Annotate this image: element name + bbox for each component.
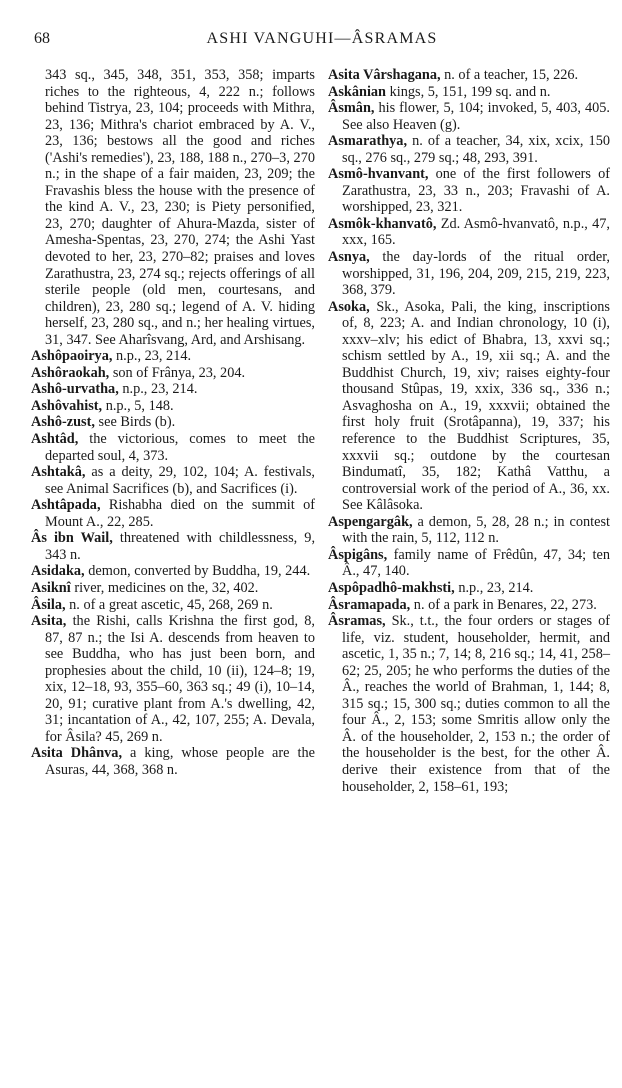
- entry-text: one of the first followers of Zarathustra, 23, 33 n., 203; Fravashi of A. worshipped, 23, 321.: [342, 166, 610, 216]
- index-entry: [31, 398, 315, 415]
- entry-text: threatened with childlessness, 9, 343 n.: [45, 530, 316, 563]
- entry-headword: Asmôk-khanvatô,: [328, 215, 437, 232]
- entry-text: Rishabha died on the summit of Mount A., 22, 285.: [45, 497, 316, 530]
- entry-text: n.p., 23, 214.: [122, 381, 198, 398]
- entry-text: the victorious, comes to meet the departed soul, 4, 373.: [45, 431, 315, 464]
- entry-text: n. of a park in Benares, 22, 273.: [413, 596, 597, 613]
- entry-headword: Ashô-urvatha,: [31, 381, 119, 398]
- index-entry: [328, 613, 610, 795]
- entry-headword: Âsmân,: [328, 100, 375, 117]
- index-entry: [31, 365, 315, 382]
- entry-headword: Ashtakâ,: [31, 464, 86, 481]
- index-entry: [328, 547, 610, 580]
- entry-headword: Askânian: [328, 83, 387, 100]
- index-entry: [328, 166, 610, 216]
- entry-headword: Ashtâd,: [31, 431, 79, 448]
- index-entry: [31, 67, 315, 348]
- entry-text: 343 sq., 345, 348, 351, 353, 358; imparts riches to the righteous, 4, 222 n.; follows behind Tistrya, 23, 104; proceeds with Mithra, 23, 136; Mithra's chariot embraced by A. V., 23, 136; bestows all the good and riches ('Ashi's remedies'), 23, 188, 188 n., 270–3, 270 n.; in the shape of a fair maiden, 23, 209; the Fravashis bless the house with the presence of the kind A. V., 23, 230; is Piety personified, 23, 270; daughter of Ahura-Mazda, sister of Amesha-Spentas, 23, 270, 274; the Ashi Yast devoted to her, 23, 270–82; praises and loves Zarathustra, 23, 274 sq.; rejects offerings of all sterile people (old men, courtesans, and children), 23, 280 sq.; legend of A. V. hiding herself, 23, 280 sq., and n.; her healing virtues, 31, 347. See Aharîsvang, Ard, and Arshisang.: [45, 67, 315, 348]
- entry-headword: Asnya,: [328, 249, 370, 266]
- entry-headword: Aspengargâk,: [328, 513, 413, 530]
- entry-headword: Asiknî: [31, 579, 71, 596]
- entry-text: n.p., 5, 148.: [105, 397, 174, 414]
- entry-text: river, medicines on the, 32, 402.: [74, 579, 259, 596]
- index-entry: [31, 563, 315, 580]
- index-entry: [31, 348, 315, 365]
- entry-headword: Âspigâns,: [328, 546, 388, 563]
- left-column: [31, 67, 315, 779]
- index-entry: [31, 613, 315, 745]
- index-entry: [328, 100, 610, 133]
- index-entry: [31, 431, 315, 464]
- entry-text: a demon, 5, 28, 28 n.; in contest with the rain, 5, 112, 112 n.: [342, 513, 610, 547]
- entry-text: n. of a great ascetic, 45, 268, 269 n.: [69, 596, 273, 613]
- entry-headword: Ashôraokah,: [31, 364, 110, 381]
- entry-headword: Ashôpaoirya,: [31, 348, 113, 365]
- entry-text: n. of a teacher, 15, 226.: [444, 67, 579, 83]
- index-entry: [31, 580, 315, 597]
- entry-headword: Ashô-zust,: [31, 414, 95, 431]
- index-entry: [31, 381, 315, 398]
- entry-headword: Aspôpadhô-makhsti,: [328, 579, 455, 596]
- index-entry: [31, 745, 315, 778]
- index-entry: [328, 84, 610, 101]
- index-entry: [328, 67, 610, 84]
- entry-headword: Ashôvahist,: [31, 397, 103, 414]
- entry-headword: Âsila,: [31, 596, 66, 613]
- entry-text: Zd. Asmô-hvanvatô, n.p., 47, xxx, 165.: [342, 215, 610, 249]
- entry-headword: Asmô-hvanvant,: [328, 166, 429, 183]
- right-column: [328, 67, 610, 795]
- entry-text: son of Frânya, 23, 204.: [112, 364, 246, 381]
- entry-text: n.p., 23, 214.: [116, 348, 192, 365]
- index-entry: [328, 249, 610, 299]
- entry-text: Sk., t.t., the four orders or stages of life, viz. student, householder, hermit, and ascetic, 1, 35 n.; 7, 14; 8, 216 sq.; 14, 41, 258–62; 25, 205; he who performs the duties of the Â., reaches the world of Brahman, 1, 144; 8, 315 sq.; 15, 300 sq.; duties common to all the four Â., 2, 153; some Smritis allow only the Â. of the householder, 2, 153 n.; the order of the householder is the best, for the other Â. derive their existence from that of the householder, 2, 158–61, 193;: [342, 613, 610, 795]
- entry-text: the Rishi, calls Krishna the first god, 8, 87, 87 n.; the Isi A. descends from heaven to see Buddha, who has just been born, and prophesies about the child, 10 (ii), 124–8; 19, xix, 12–18, 93, 355–60, 363 sq.; 49 (i), 10–14, 20, 91; curative plant from A.'s dwelling, 42, 31; incantation of A., 42, 107, 255; A. Devala, for Âsila? 45, 269 n.: [45, 613, 315, 745]
- entry-headword: Ashtâpada,: [31, 497, 101, 514]
- entry-headword: Asmarathya,: [328, 133, 408, 150]
- entry-text: see Birds (b).: [98, 414, 176, 431]
- entry-headword: Âsramapada,: [328, 596, 411, 613]
- index-entry: [328, 133, 610, 166]
- index-entry: [31, 497, 315, 530]
- running-title: ASHI VANGUHI—ÂSRAMAS: [206, 30, 438, 47]
- entry-text: demon, converted by Buddha, 19, 244.: [88, 563, 311, 580]
- index-entry: [31, 597, 315, 614]
- entry-headword: Âsramas,: [328, 613, 386, 630]
- entry-text: as a deity, 29, 102, 104; A. festivals, see Animal Sacrifices (b), and Sacrifices (i).: [45, 464, 315, 497]
- page-header: [34, 30, 610, 52]
- index-entry: [328, 514, 610, 547]
- entry-headword: Âs ibn Wail,: [31, 530, 113, 547]
- index-entry: [31, 530, 315, 563]
- entry-text: Sk., Asoka, Pali, the king, inscriptions of, 8, 223; A. and Indian chronology, 10 (i), xxxv–xlv; his edict of Bhabra, 13, xxvi sq.; schism settled by A., 19, xii sq.; A. and the Buddhist Church, 19, xiv; raises eighty-four thousand Stûpas, 19, xxix, 336 sq., 336 n.; Asvaghosha on A., 19, xxxvii; obtained the first holy fruit (Srotâpanna), 19, 337; his reference to the Buddhist Scriptures, 35, xxxvii sq.; outdone by the courtesan Bindumatî, 35, 182; Kathâ Vatthu, a controversial work of the period of A., 36, xx. See Kâlâsoka.: [342, 298, 610, 514]
- entry-text: the day-lords of the ritual order, worshipped, 31, 196, 204, 209, 215, 219, 223, 368, 379.: [342, 249, 610, 299]
- page-number: 68: [34, 30, 50, 47]
- entry-text: n.p., 23, 214.: [458, 579, 534, 596]
- index-entry: [328, 216, 610, 249]
- entry-text: a king, whose people are the Asuras, 44, 368, 368 n.: [45, 745, 315, 778]
- entry-text: kings, 5, 151, 199 sq. and n.: [389, 83, 551, 100]
- index-entry: [328, 580, 610, 597]
- entry-headword: Asita Dhânva,: [31, 745, 123, 762]
- index-entry: [31, 464, 315, 497]
- entry-headword: Asita,: [31, 613, 67, 630]
- entry-text: family name of Frêdûn, 47, 34; ten Â., 47, 140.: [342, 546, 610, 580]
- index-entry: [328, 299, 610, 514]
- index-entry: [31, 414, 315, 431]
- entry-headword: Asidaka,: [31, 563, 85, 580]
- entry-text: his flower, 5, 104; invoked, 5, 403, 405. See also Heaven (g).: [342, 100, 610, 133]
- entry-headword: Asita Vârshagana,: [328, 67, 441, 83]
- entry-text: n. of a teacher, 34, xix, xcix, 150 sq., 276 sq., 279 sq.; 48, 293, 391.: [342, 133, 610, 166]
- index-entry: [328, 597, 610, 614]
- entry-headword: Asoka,: [328, 298, 370, 315]
